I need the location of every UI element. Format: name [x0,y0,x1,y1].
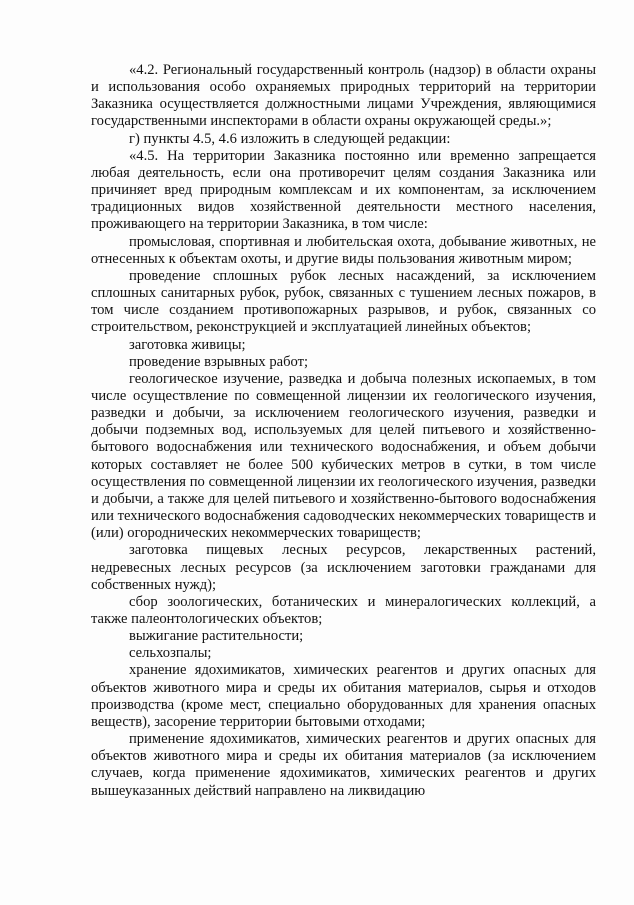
list-item-chemical-use: применение ядохимикатов, химических реагентов и других опасных для объектов животного мира и среды их обитания материалов (за исключением случаев, когда применение ядохимикатов, химических реагентов и других вышеуказанных действий направлено на ликвидацию [91,731,596,799]
paragraph-4-5-intro: «4.5. На территории Заказника постоянно или временно запрещается любая деятельность, если она противоречит целям создания Заказника или причиняет вред природным комплексам и их компонентам, за исключением традиционных видов хозяйственной деятельности местного населения, проживающего на территории Заказника, в том числе: [91,147,596,233]
list-item-burning-vegetation: выжигание растительности; [129,628,304,645]
list-item-hunting: промысловая, спортивная и любительская охота, добывание животных, не отнесенных к объектам охоты, и другие виды пользования животным миром; [91,233,596,267]
document-body [91,62,596,800]
list-item-agricultural-burning: сельхозпалы; [129,645,212,662]
paragraph-4-2: «4.2. Региональный государственный контроль (надзор) в области охраны и использования особо охраняемых природных территорий на территории Заказника осуществляется должностными лицами Учреждения, являющимися государственными инспекторами в области охраны окружающей среды.»; [91,62,596,130]
list-item-collections: сбор зоологических, ботанических и минералогических коллекций, а также палеонтологических объектов; [91,593,596,627]
list-item-blasting: проведение взрывных работ; [129,353,309,370]
list-item-chemical-storage: хранение ядохимикатов, химических реагентов и других опасных для объектов животного мира и среды их обитания материалов, сырья и отходов производства (кроме мест, специально оборудованных для хранения опасных веществ), засорение территории бытовыми отходами; [91,662,596,730]
list-item-forest-resources: заготовка пищевых лесных ресурсов, лекарственных растений, недревесных лесных ресурсов (за исключением заготовки гражданами для собственных нужд); [91,542,596,593]
list-item-clear-cutting: проведение сплошных рубок лесных насаждений, за исключением сплошных санитарных рубок, рубок, связанных с тушением лесных пожаров, в том числе созданием противопожарных разрывов, и рубок, связанных со строительством, реконструкцией и эксплуатацией линейных объектов; [91,267,596,336]
list-item-resin-harvesting: заготовка живицы; [129,336,246,353]
paragraph-subitem-g: г) пункты 4.5, 4.6 изложить в следующей редакции: [129,130,451,147]
list-item-geological-study: геологическое изучение, разведка и добыча полезных ископаемых, в том числе осуществление по совмещенной лицензии их геологического изучения, разведки и добычи, за исключением геологического изучения, разведки и добычи подземных вод, используемых для целей питьевого и хозяйственно-бытового водоснабжения или технического водоснабжения, и объем добычи которых составляет не более 500 кубических метров в сутки, в том числе осуществления по совмещенной лицензии их геологического изучения, разведки и добычи, а также для целей питьевого и хозяйственно-бытового водоснабжения или технического водоснабжения садоводческих некоммерческих товариществ и (или) огороднических некоммерческих товариществ; [91,370,596,542]
